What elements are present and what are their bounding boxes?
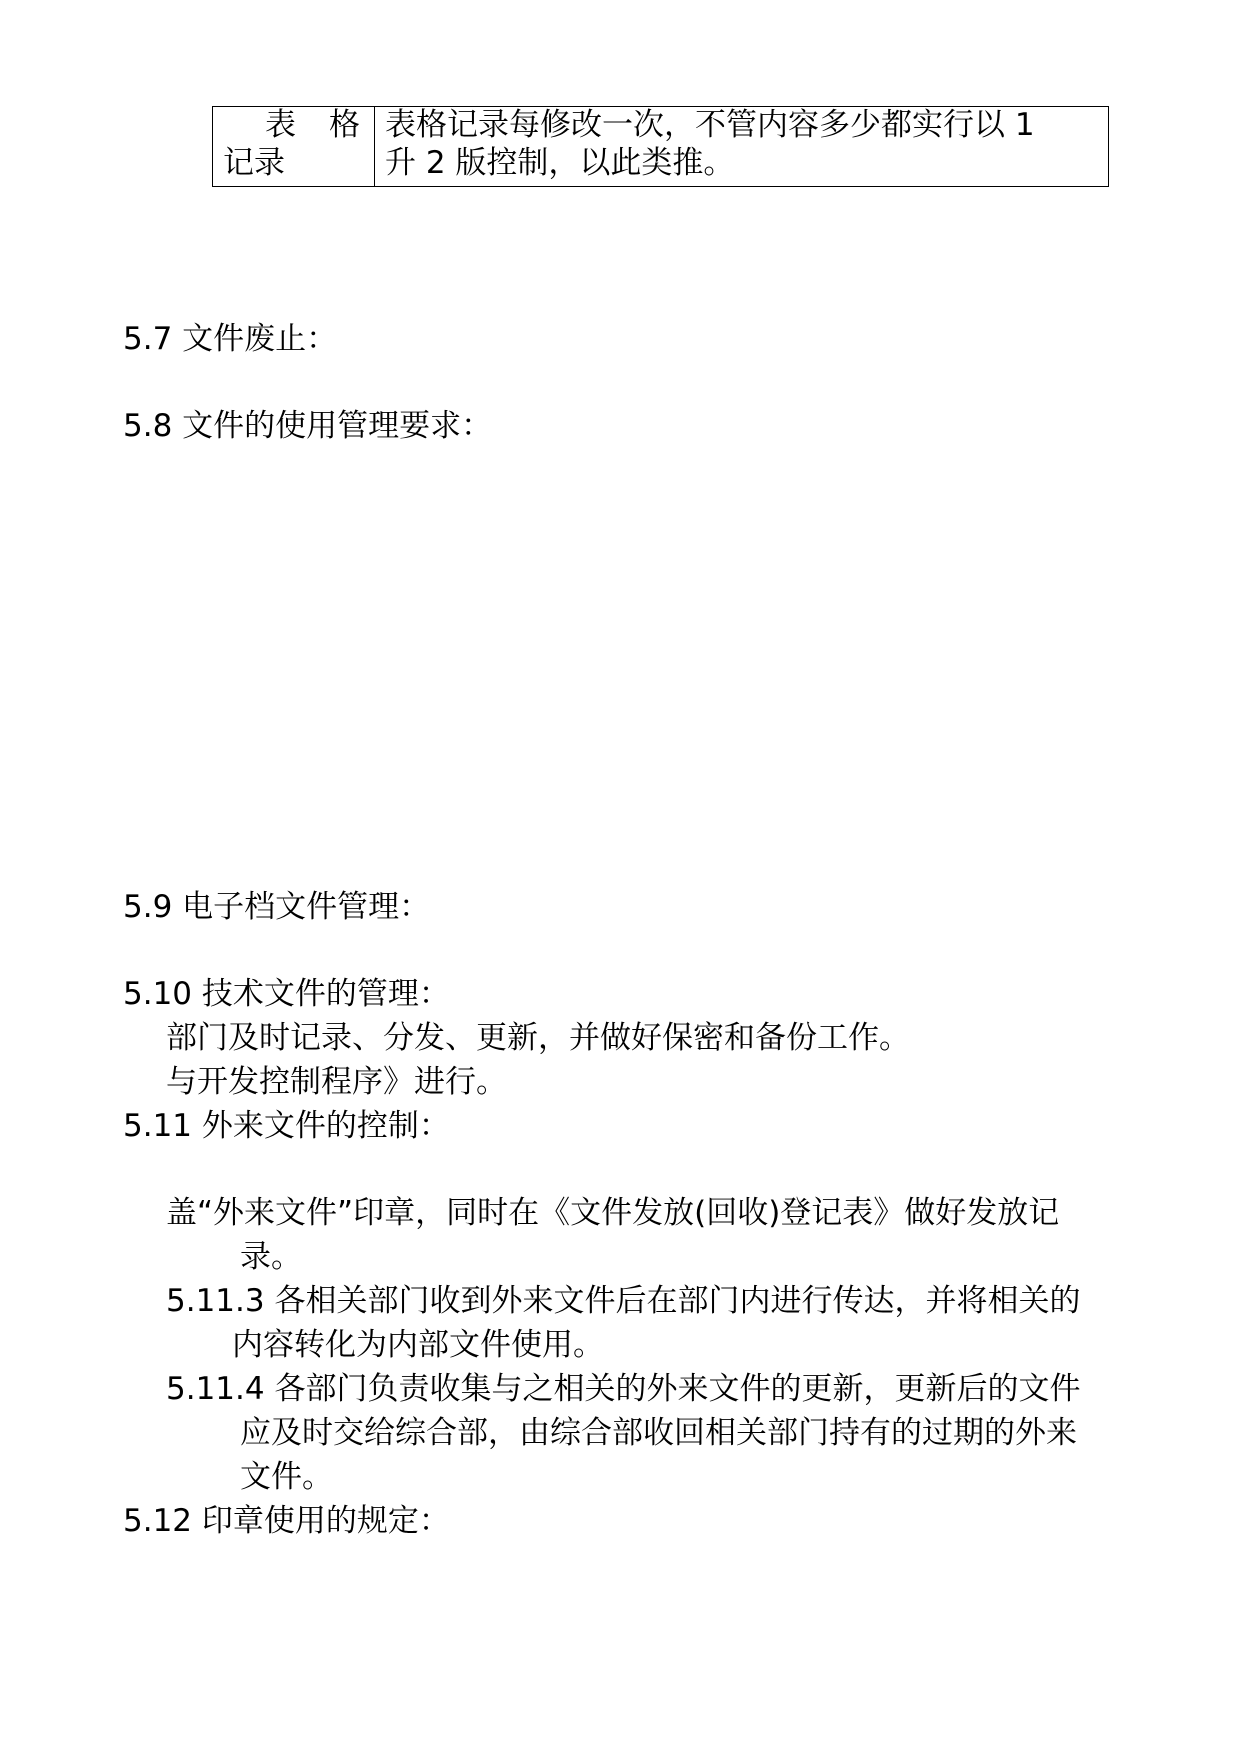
section-5-10-text-line2: 与开发控制程序》进行。 xyxy=(166,1064,507,1100)
table-content-line2: 升 2 版控制，以此类推。 xyxy=(385,145,735,181)
section-5-11-3-line2: 内容转化为内部文件使用。 xyxy=(232,1327,604,1363)
revision-table xyxy=(212,106,1109,187)
section-5-12-heading: 5.12 印章使用的规定： xyxy=(123,1503,450,1539)
table-label-line2: 记录 xyxy=(223,145,285,181)
section-5-11-3-line1: 5.11.3 各相关部门收到外来文件后在部门内进行传达，并将相关的 xyxy=(166,1283,1081,1319)
table-content-cell xyxy=(375,107,1108,186)
section-5-11-heading: 5.11 外来文件的控制： xyxy=(123,1108,450,1144)
table-label-char-1: 表 xyxy=(265,107,296,143)
table-content-line1: 表格记录每修改一次，不管内容多少都实行以 1 xyxy=(385,107,1035,143)
section-5-10-text-line1: 部门及时记录、分发、更新，并做好保密和备份工作。 xyxy=(166,1020,910,1056)
section-5-9-heading: 5.9 电子档文件管理： xyxy=(123,889,431,925)
section-5-11-4-line1: 5.11.4 各部门负责收集与之相关的外来文件的更新，更新后的文件 xyxy=(166,1371,1081,1407)
section-5-11-4-line2: 应及时交给综合部，由综合部收回相关部门持有的过期的外来 xyxy=(240,1415,1077,1451)
section-5-11-2-line2: 录。 xyxy=(240,1239,302,1275)
table-label-char-2: 格 xyxy=(329,107,360,143)
table-label-cell xyxy=(213,107,375,186)
section-5-11-4-line3: 文件。 xyxy=(240,1459,333,1495)
section-5-10-heading: 5.10 技术文件的管理： xyxy=(123,976,450,1012)
section-5-7-heading: 5.7 文件废止： xyxy=(123,321,338,357)
section-5-11-2-line1: 盖“外来文件”印章，同时在《文件发放(回收)登记表》做好发放记 xyxy=(166,1195,1060,1231)
section-5-8-heading: 5.8 文件的使用管理要求： xyxy=(123,408,493,444)
